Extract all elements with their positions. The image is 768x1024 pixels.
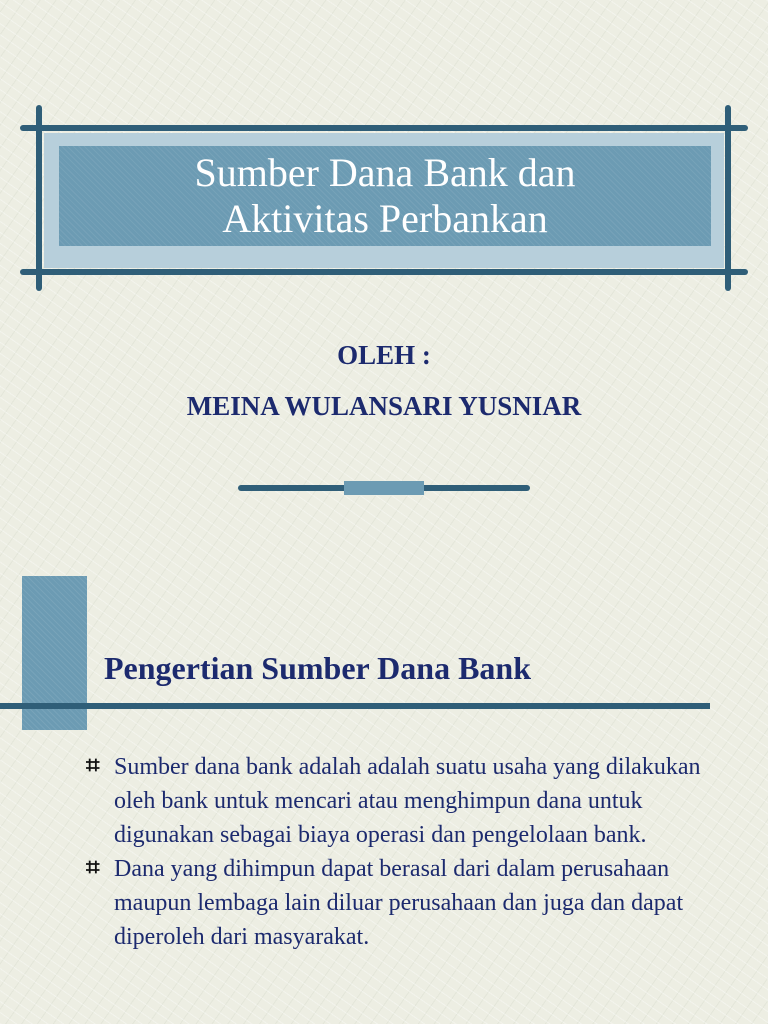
section-title: Pengertian Sumber Dana Bank	[104, 650, 532, 686]
section-rule	[0, 703, 710, 709]
author-block	[0, 338, 768, 440]
bullet-item	[84, 852, 724, 954]
bullet-text: Sumber dana bank adalah adalah suatu usaha yang dilakukan oleh bank untuk mencari atau menghimpun dana untuk digunakan sebagai biaya operasi dan pengelolaan bank.	[114, 754, 701, 848]
slide-title: Sumber Dana Bank dan Aktivitas Perbankan	[194, 150, 576, 241]
separator-block	[344, 481, 424, 495]
bullet-list	[84, 750, 724, 954]
frame-top-line	[20, 125, 748, 131]
frame-left-line	[36, 105, 42, 291]
author-name: MEINA WULANSARI YUSNIAR	[186, 391, 582, 421]
hash-bullet-icon: ⌗	[86, 853, 100, 881]
frame-bottom-line	[20, 269, 748, 275]
hash-bullet-icon: ⌗	[86, 751, 100, 779]
author-label: OLEH :	[337, 340, 431, 370]
bullet-text: Dana yang dihimpun dapat berasal dari dalam perusahaan maupun lembaga lain diluar perusahaan dan juga dan dapat diperoleh dari masyarakat.	[114, 856, 684, 950]
title-box	[59, 146, 711, 246]
bullet-item	[84, 750, 724, 852]
frame-right-line	[725, 105, 731, 291]
